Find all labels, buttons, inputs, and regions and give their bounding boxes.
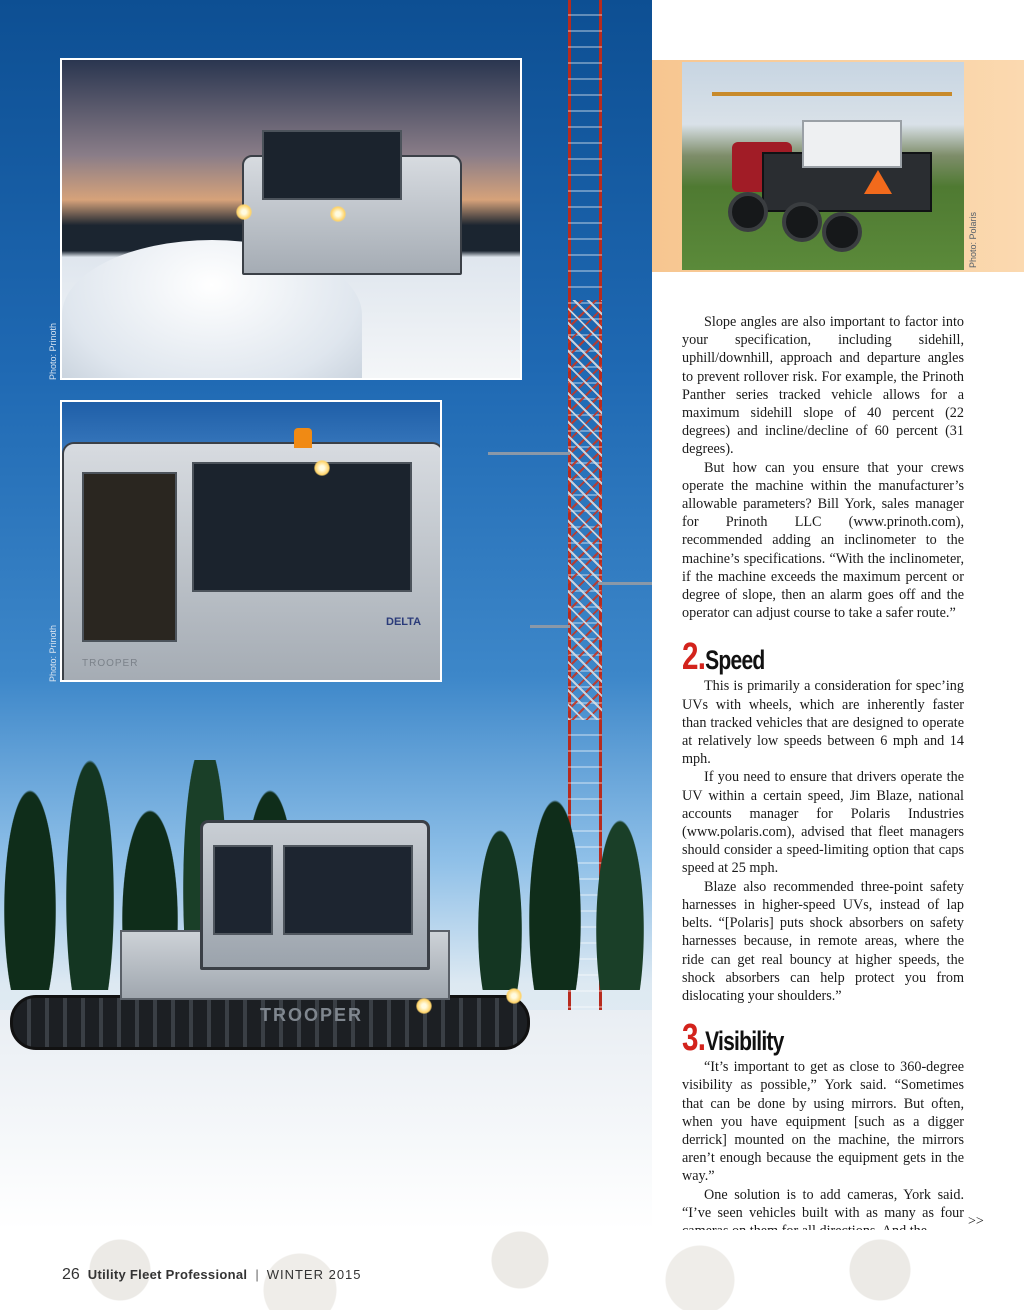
tower-antenna [530, 625, 570, 628]
magazine-title: Utility Fleet Professional [87, 1267, 248, 1282]
section-heading-visibility [682, 1017, 902, 1060]
cab-badge: DELTA [386, 616, 422, 628]
continued-marker[interactable]: >> [968, 1214, 984, 1229]
page-number: 26 [62, 1266, 80, 1283]
slow-moving-vehicle-sign [864, 170, 892, 194]
ladder-rack [712, 92, 952, 96]
article-paragraph: “It’s important to get as close to 360-degree visibility as possible,” York said. “Sometimes that can be done by using mirrors. But often, when you have equipment [such as a digger derrick] mounted on the machine, the mirrors aren’t enough because the equipment gets in the way.” [682, 1059, 964, 1185]
article-paragraph: Slope angles are also important to factor into your specification, including sidehill, uphill/downhill, approach and departure angles to prevent rollover risk. For example, the Prinoth Panther series tracked vehicle allows for a maximum sidehill slope of 40 percent (22 degrees) and incline/decline of 60 percent (31 degrees). [682, 314, 964, 458]
article-paragraph: If you need to ensure that drivers operate the UV within a certain speed, Jim Blaze, national accounts manager for Polaris Industries (www.polaris.com), advised that fleet managers should consider a speed-limiting option that caps speed at 25 mph. [682, 769, 964, 877]
section-number: 3. [682, 1017, 706, 1060]
article-paragraph: Blaze also recommended three-point safety harnesses in higher-speed UVs, instead of lap belts. “[Polaris] puts shock absorbers on safety harnesses because, in remote areas, where the ride can get real bouncy at higher speeds, the shock absorbers can help protect you from dislocating your shoulders.” [682, 878, 964, 1004]
utv-wheel [822, 212, 862, 252]
section-heading-speed [682, 636, 902, 679]
headlight [416, 998, 432, 1014]
utv-wheel [782, 202, 822, 242]
cab-window [283, 845, 413, 935]
tower-antenna [488, 452, 570, 455]
photo-credit: Photo: Polaris [968, 211, 978, 268]
cab-light [314, 460, 330, 476]
folio-separator: | [255, 1267, 259, 1282]
groomer-side-label: TROOPER [260, 1005, 364, 1025]
article-column [682, 313, 964, 1240]
headlight [506, 988, 522, 1004]
section-title: Visibility [705, 1026, 784, 1057]
groomer-cab [200, 820, 430, 970]
amber-beacon [294, 428, 312, 448]
radio-tower-lattice [568, 300, 602, 720]
photo-credit: Photo: Prinoth [48, 624, 58, 682]
sunset-groomer-photo [60, 58, 522, 380]
cab-windshield [192, 462, 412, 592]
article-paragraph: But how can you ensure that your crews operate the machine within the manufacturer’s allowable parameters? Bill York, sales manager for Prinoth LLC (www.prinoth.com), recommended adding an inclinometer to the machine’s specifications. “With the inclinometer, if the machine exceeds the maximum percent or degree of slope, then an alarm goes off and the operator can adjust course to take a safer route.” [682, 459, 964, 622]
section-title: Speed [705, 645, 765, 676]
cab-door-window [82, 472, 177, 642]
tower-antenna [598, 582, 652, 585]
photo-credit: Photo: Prinoth [48, 322, 58, 380]
polaris-utv-photo [682, 62, 964, 270]
article-paragraph: This is primarily a consideration for spec’ing UVs with wheels, which are inherently faster than tracked vehicles that are designed to operate at relatively low speeds between 6 mph and 14 mph. [682, 678, 964, 768]
cab-closeup-photo [60, 400, 442, 682]
groomer-windshield [262, 130, 402, 200]
utv-wheel [728, 192, 768, 232]
issue-date: WINTER 2015 [266, 1267, 362, 1282]
utv-equipment-unit [802, 120, 902, 168]
headlight [236, 204, 252, 220]
main-groomer-vehicle [120, 810, 530, 1060]
headlight [330, 206, 346, 222]
page-folio [62, 1266, 362, 1284]
section-number: 2. [682, 636, 706, 679]
article-paragraph: One solution is to add cameras, York said. “I’ve seen vehicles built with as many as four [682, 1186, 964, 1221]
cab-side-label: TROOPER [82, 658, 139, 669]
cab-window [213, 845, 273, 935]
